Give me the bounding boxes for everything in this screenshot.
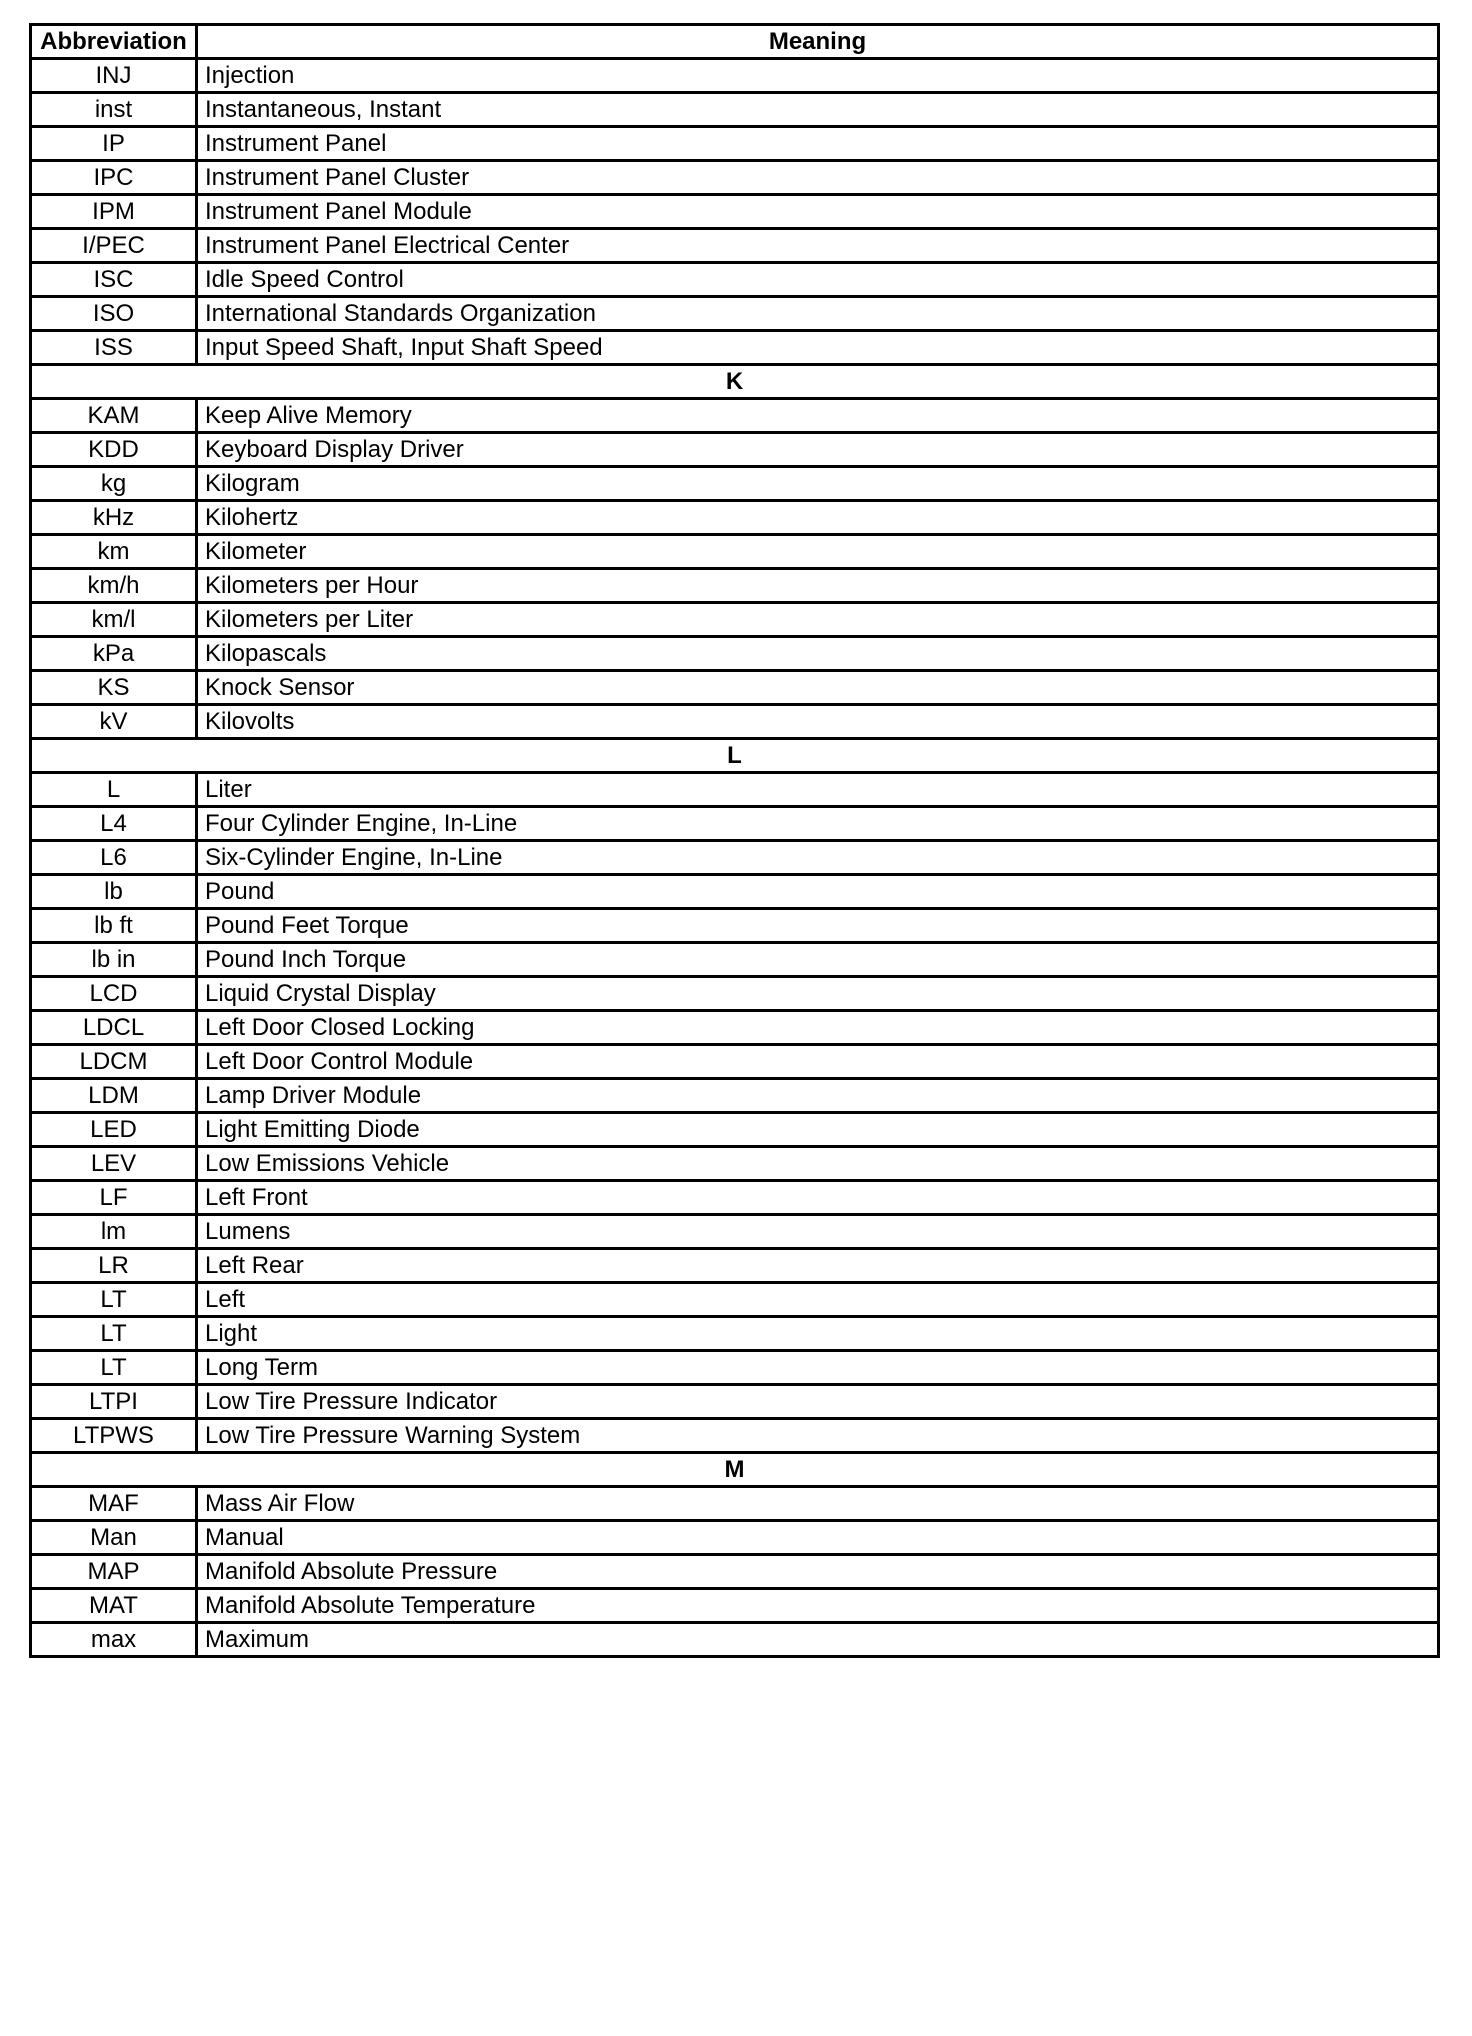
section-letter: M — [31, 1453, 1439, 1487]
meaning-cell: Keyboard Display Driver — [197, 433, 1439, 467]
table-row — [31, 603, 1439, 637]
abbreviation-cell: MAF — [31, 1487, 197, 1521]
table-row — [31, 1147, 1439, 1181]
table-row — [31, 1487, 1439, 1521]
abbreviation-cell: LDCM — [31, 1045, 197, 1079]
abbreviation-cell: LF — [31, 1181, 197, 1215]
meaning-cell: Low Tire Pressure Indicator — [197, 1385, 1439, 1419]
table-row — [31, 1113, 1439, 1147]
abbreviation-cell: IPC — [31, 161, 197, 195]
abbreviation-cell: kHz — [31, 501, 197, 535]
abbreviation-cell: LR — [31, 1249, 197, 1283]
abbreviation-cell: LCD — [31, 977, 197, 1011]
table-row — [31, 705, 1439, 739]
meaning-column-header: Meaning — [197, 25, 1439, 59]
table-row — [31, 909, 1439, 943]
table-row — [31, 977, 1439, 1011]
table-row — [31, 297, 1439, 331]
abbreviation-cell: LT — [31, 1317, 197, 1351]
section-letter: K — [31, 365, 1439, 399]
meaning-cell: Six-Cylinder Engine, In-Line — [197, 841, 1439, 875]
table-row — [31, 1011, 1439, 1045]
abbreviation-cell: LDCL — [31, 1011, 197, 1045]
abbreviation-cell: lb — [31, 875, 197, 909]
meaning-cell: Pound — [197, 875, 1439, 909]
table-row — [31, 59, 1439, 93]
abbreviation-cell: lb ft — [31, 909, 197, 943]
table-row — [31, 841, 1439, 875]
abbreviation-cell: lm — [31, 1215, 197, 1249]
meaning-cell: Kilometers per Hour — [197, 569, 1439, 603]
meaning-cell: Kilometers per Liter — [197, 603, 1439, 637]
meaning-cell: Manifold Absolute Pressure — [197, 1555, 1439, 1589]
meaning-cell: Left Door Closed Locking — [197, 1011, 1439, 1045]
meaning-cell: Pound Inch Torque — [197, 943, 1439, 977]
abbreviation-cell: LTPI — [31, 1385, 197, 1419]
meaning-cell: Maximum — [197, 1623, 1439, 1657]
table-row — [31, 467, 1439, 501]
abbreviation-cell: IPM — [31, 195, 197, 229]
abbreviation-column-header: Abbreviation — [31, 25, 197, 59]
meaning-cell: Instrument Panel Module — [197, 195, 1439, 229]
meaning-cell: Four Cylinder Engine, In-Line — [197, 807, 1439, 841]
section-letter: L — [31, 739, 1439, 773]
meaning-cell: Kilogram — [197, 467, 1439, 501]
abbreviation-cell: Man — [31, 1521, 197, 1555]
abbreviation-cell: kg — [31, 467, 197, 501]
table-row — [31, 1623, 1439, 1657]
table-body — [31, 59, 1439, 1657]
table-row — [31, 331, 1439, 365]
table-row — [31, 1181, 1439, 1215]
table-row — [31, 93, 1439, 127]
meaning-cell: Left Rear — [197, 1249, 1439, 1283]
table-row — [31, 1079, 1439, 1113]
meaning-cell: Light Emitting Diode — [197, 1113, 1439, 1147]
abbreviation-cell: LTPWS — [31, 1419, 197, 1453]
abbreviation-cell: L6 — [31, 841, 197, 875]
table-row — [31, 807, 1439, 841]
meaning-cell: Injection — [197, 59, 1439, 93]
meaning-cell: Low Emissions Vehicle — [197, 1147, 1439, 1181]
abbreviation-cell: ISO — [31, 297, 197, 331]
abbreviation-cell: inst — [31, 93, 197, 127]
meaning-cell: Liquid Crystal Display — [197, 977, 1439, 1011]
meaning-cell: Left Front — [197, 1181, 1439, 1215]
meaning-cell: Left Door Control Module — [197, 1045, 1439, 1079]
meaning-cell: Instrument Panel Cluster — [197, 161, 1439, 195]
abbreviation-cell: kV — [31, 705, 197, 739]
abbreviation-cell: I/PEC — [31, 229, 197, 263]
abbreviation-cell: km — [31, 535, 197, 569]
table-row — [31, 127, 1439, 161]
abbreviation-cell: LDM — [31, 1079, 197, 1113]
table-header-row — [31, 25, 1439, 59]
meaning-cell: Mass Air Flow — [197, 1487, 1439, 1521]
table-row — [31, 1351, 1439, 1385]
abbreviation-cell: km/h — [31, 569, 197, 603]
table-row — [31, 161, 1439, 195]
meaning-cell: Left — [197, 1283, 1439, 1317]
table-row — [31, 535, 1439, 569]
abbreviation-cell: lb in — [31, 943, 197, 977]
table-row — [31, 1385, 1439, 1419]
meaning-cell: Kilopascals — [197, 637, 1439, 671]
table-row — [31, 943, 1439, 977]
abbreviation-cell: kPa — [31, 637, 197, 671]
table-row — [31, 1419, 1439, 1453]
abbreviation-cell: ISC — [31, 263, 197, 297]
abbreviation-cell: LED — [31, 1113, 197, 1147]
table-row — [31, 1521, 1439, 1555]
table-row — [31, 1589, 1439, 1623]
table-row — [31, 1283, 1439, 1317]
table-row — [31, 637, 1439, 671]
meaning-cell: Idle Speed Control — [197, 263, 1439, 297]
meaning-cell: Manual — [197, 1521, 1439, 1555]
abbreviation-table — [29, 23, 1440, 1658]
meaning-cell: Instrument Panel Electrical Center — [197, 229, 1439, 263]
meaning-cell: Pound Feet Torque — [197, 909, 1439, 943]
abbreviation-cell: LT — [31, 1283, 197, 1317]
abbreviation-cell: KAM — [31, 399, 197, 433]
abbreviation-cell: IP — [31, 127, 197, 161]
abbreviation-cell: INJ — [31, 59, 197, 93]
section-header-row — [31, 365, 1439, 399]
abbreviation-cell: km/l — [31, 603, 197, 637]
section-header-row — [31, 1453, 1439, 1487]
abbreviation-cell: L4 — [31, 807, 197, 841]
table-row — [31, 875, 1439, 909]
meaning-cell: Kilovolts — [197, 705, 1439, 739]
table-row — [31, 1215, 1439, 1249]
meaning-cell: Knock Sensor — [197, 671, 1439, 705]
table-row — [31, 1317, 1439, 1351]
meaning-cell: Instrument Panel — [197, 127, 1439, 161]
abbreviation-cell: KDD — [31, 433, 197, 467]
table-row — [31, 263, 1439, 297]
meaning-cell: Kilometer — [197, 535, 1439, 569]
meaning-cell: Light — [197, 1317, 1439, 1351]
meaning-cell: Instantaneous, Instant — [197, 93, 1439, 127]
abbreviation-cell: MAT — [31, 1589, 197, 1623]
meaning-cell: Low Tire Pressure Warning System — [197, 1419, 1439, 1453]
table-row — [31, 1249, 1439, 1283]
table-row — [31, 501, 1439, 535]
meaning-cell: Liter — [197, 773, 1439, 807]
table-row — [31, 1555, 1439, 1589]
table-row — [31, 433, 1439, 467]
abbreviation-cell: MAP — [31, 1555, 197, 1589]
abbreviation-cell: max — [31, 1623, 197, 1657]
meaning-cell: International Standards Organization — [197, 297, 1439, 331]
abbreviation-cell: LT — [31, 1351, 197, 1385]
section-header-row — [31, 739, 1439, 773]
table-row — [31, 195, 1439, 229]
table-row — [31, 773, 1439, 807]
abbreviation-cell: ISS — [31, 331, 197, 365]
meaning-cell: Manifold Absolute Temperature — [197, 1589, 1439, 1623]
abbreviation-cell: L — [31, 773, 197, 807]
meaning-cell: Long Term — [197, 1351, 1439, 1385]
meaning-cell: Keep Alive Memory — [197, 399, 1439, 433]
meaning-cell: Lamp Driver Module — [197, 1079, 1439, 1113]
table-row — [31, 569, 1439, 603]
meaning-cell: Kilohertz — [197, 501, 1439, 535]
abbreviation-cell: KS — [31, 671, 197, 705]
meaning-cell: Lumens — [197, 1215, 1439, 1249]
table-row — [31, 671, 1439, 705]
meaning-cell: Input Speed Shaft, Input Shaft Speed — [197, 331, 1439, 365]
table-row — [31, 1045, 1439, 1079]
abbreviation-cell: LEV — [31, 1147, 197, 1181]
table-row — [31, 399, 1439, 433]
table-row — [31, 229, 1439, 263]
